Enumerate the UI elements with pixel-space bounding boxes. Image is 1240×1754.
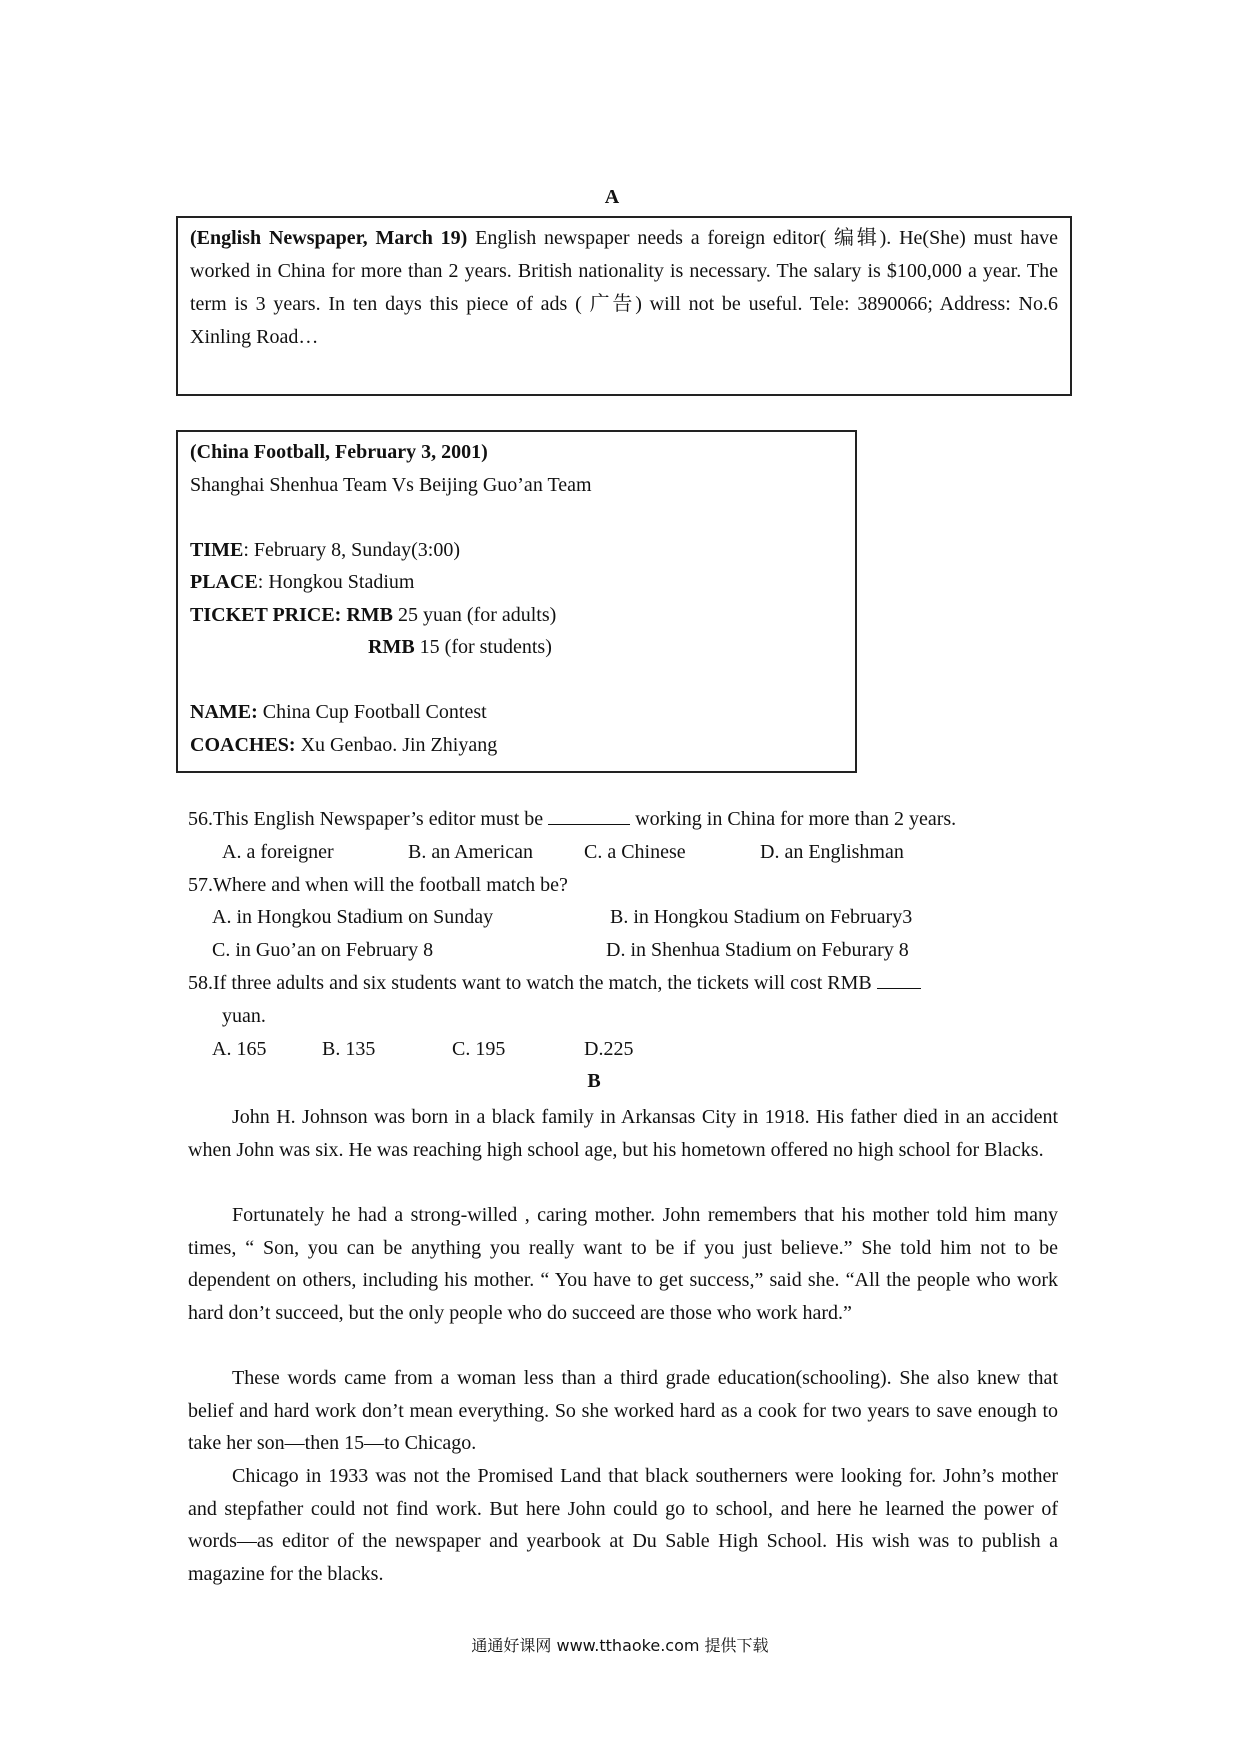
ticket-label: TICKET PRICE: RMB [190,603,393,626]
ad2-match: Shanghai Shenhua Team Vs Beijing Guo’an Team [190,473,592,496]
coaches-label: COACHES: [190,733,296,756]
q58-option-d[interactable]: D.225 [584,1038,634,1060]
q57-option-c[interactable]: C. in Guo’an on February 8 [212,939,434,961]
ad2-source: (China Football, February 3, 2001) [190,441,488,463]
question-58-cont: yuan. [222,1005,266,1027]
answer-blank [548,808,630,825]
question-56-stem-end: working in China for more than 2 years. [630,808,957,830]
ticket-adult: 25 yuan (for adults) [393,603,557,626]
section-a-heading: A [604,186,620,208]
passage-paragraph-3: These words came from a woman less than a third grade education(schooling). She also knew that belief and hard work don’t mean everything. So she worked hard as a cook for two years to save enough to take her son—then 15—to Chicago. [188,1367,1058,1455]
time-value: : February 8, Sunday(3:00) [243,538,460,561]
page-footer: 通通好课网 www.tthaoke.com 提供下载 [471,1636,769,1655]
question-56 [188,808,956,831]
name-label: NAME: [190,701,258,723]
football-ad-box [176,430,857,773]
section-b-heading: B [587,1070,601,1092]
ad1-text: English newspaper needs a foreign editor( 编辑). He(She) must have worked in China for more than 2 years. British nationality is necessary. The salary is $100,000 a year. The term is 3 years. In ten days this piece of ads ( 广告) will not be useful. Tele: 3890066; Address: No.6 Xinling Road… [190,227,1058,348]
q57-option-a[interactable]: A. in Hongkou Stadium on Sunday [212,906,494,928]
ad1-source: (English Newspaper, March 19) [190,227,468,249]
q58-option-c[interactable]: C. 195 [452,1038,506,1060]
passage-paragraph-4: Chicago in 1933 was not the Promised Land that black southerners were looking for. John’s mother and stepfather could not find work. But here John could go to school, and here he learned the power of words—as editor of the newspaper and yearbook at Du Sable High School. His wish was to publish a magazine for the blacks. [188,1465,1058,1586]
question-56-stem: 56.This English Newspaper’s editor must be [188,808,549,830]
coaches-value: Xu Genbao. Jin Zhiyang [295,733,498,756]
place-label: PLACE [190,571,258,593]
place-value: : Hongkou Stadium [257,571,415,593]
q56-option-a[interactable]: A. a foreigner [222,841,334,863]
answer-blank [877,972,921,989]
q57-option-d[interactable]: D. in Shenhua Stadium on Feburary 8 [606,939,909,961]
q56-option-c[interactable]: C. a Chinese [584,841,686,863]
question-58 [188,972,921,995]
ticket-student: 15 (for students) [414,636,552,658]
q56-option-b[interactable]: B. an American [408,841,533,863]
newspaper-ad-box [176,216,1072,396]
passage-paragraph-1: John H. Johnson was born in a black family in Arkansas City in 1918. His father died in an accident when John was six. He was reaching high school age, but his hometown offered no high school for Blacks. [188,1106,1058,1161]
name-value: China Cup Football Contest [257,701,487,723]
question-58-stem: 58.If three adults and six students want to watch the match, the tickets will cost RMB [188,972,877,994]
q57-option-b[interactable]: B. in Hongkou Stadium on February3 [610,906,913,928]
ticket-rmb-2: RMB [368,636,415,658]
q56-option-d[interactable]: D. an Englishman [760,841,904,863]
passage-paragraph-2: Fortunately he had a strong-willed , caring mother. John remembers that his mother told him many times, “ Son, you can be anything you really want to be if you just believe.” She told him not to be dependent on others, including his mother. “ You have to get success,” said she. “All the people who work hard don’t succeed, but the only people who do succeed are those who work hard.” [188,1204,1058,1325]
q58-option-a[interactable]: A. 165 [212,1038,267,1060]
question-57: 57.Where and when will the football match be? [188,874,568,896]
q58-option-b[interactable]: B. 135 [322,1038,376,1060]
time-label: TIME [190,538,244,561]
